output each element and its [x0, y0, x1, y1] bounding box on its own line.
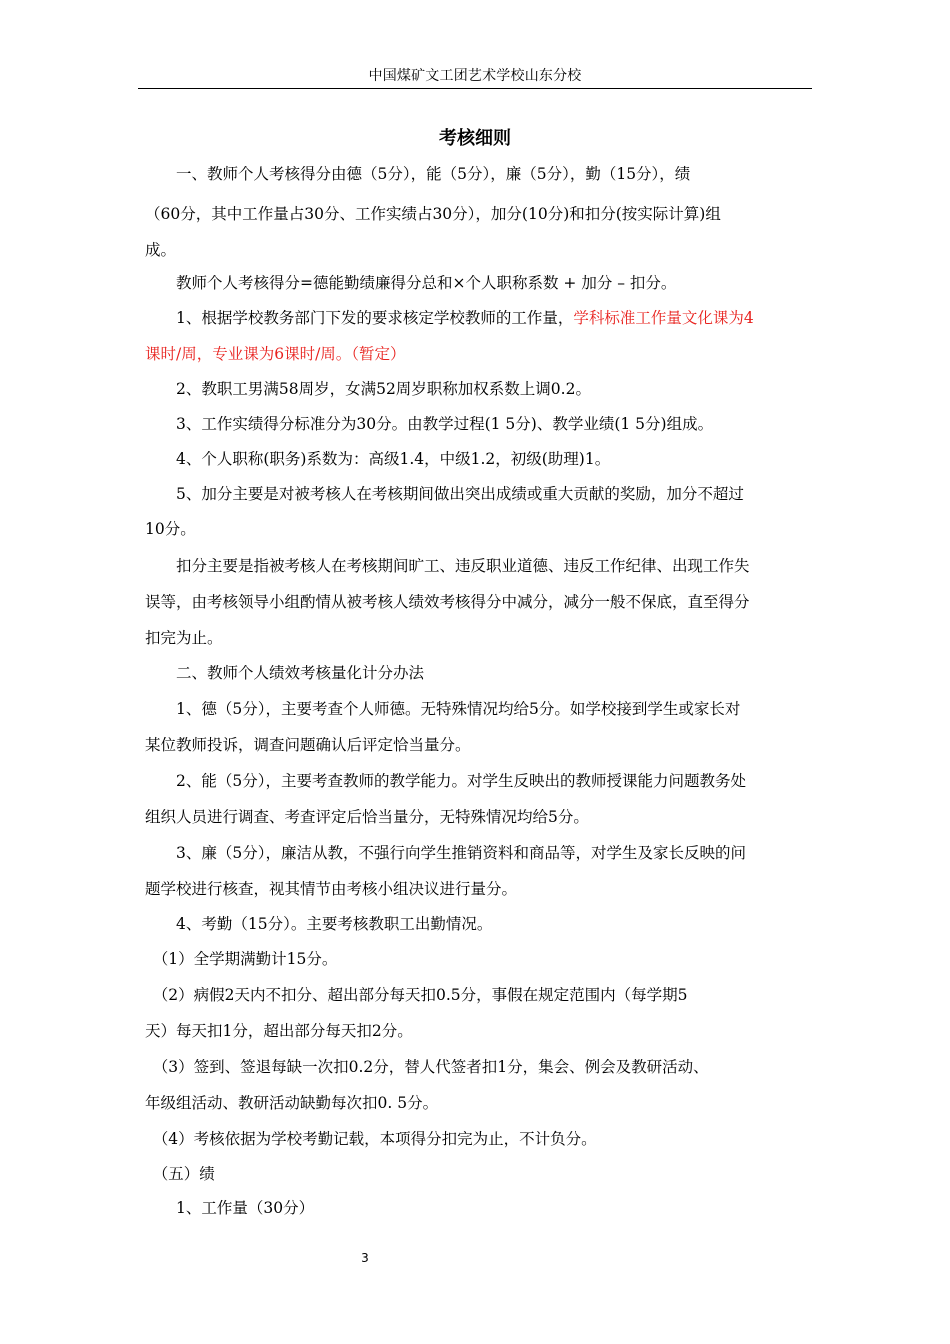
- page-header: 中国煤矿文工团艺术学校山东分校: [138, 66, 812, 89]
- body-line: 4、个人职称(职务)系数为：高级1.4，中级1.2，初级(助理)1。: [145, 450, 611, 468]
- body-line: 3、工作实绩得分标准分为30分。由教学过程(1 5分)、教学业绩(1 5分)组成。: [145, 415, 714, 433]
- highlighted-text: 学科标准工作量文化课为4: [573, 309, 754, 327]
- body-line: 1、根据学校教务部门下发的要求核定学校教师的工作量，学科标准工作量文化课为4: [145, 309, 754, 327]
- body-line: 组织人员进行调查、考查评定后恰当量分，无特殊情况均给5分。: [145, 808, 589, 826]
- body-line: （60分，其中工作量占30分、工作实绩占30分），加分(10分)和扣分(按实际计算)组: [145, 205, 721, 223]
- body-line: （4）考核依据为学校考勤记载，本项得分扣完为止，不计负分。: [145, 1130, 597, 1148]
- body-line: 4、考勤（15分）。主要考核教职工出勤情况。: [145, 915, 493, 933]
- body-line: 二、教师个人绩效考核量化计分办法: [145, 664, 425, 682]
- body-line: 1、德（5分），主要考查个人师德。无特殊情况均给5分。如学校接到学生或家长对: [145, 700, 741, 718]
- body-line: 成。: [145, 241, 177, 259]
- page-number: 3: [361, 1251, 369, 1265]
- body-line: 5、加分主要是对被考核人在考核期间做出突出成绩或重大贡献的奖励，加分不超过: [145, 485, 744, 503]
- body-line: 3、廉（5分），廉洁从教，不强行向学生推销资料和商品等，对学生及家长反映的问: [145, 844, 746, 862]
- body-line: 扣分主要是指被考核人在考核期间旷工、违反职业道德、违反工作纪律、出现工作失: [145, 557, 750, 575]
- body-line: 天）每天扣1分，超出部分每天扣2分。: [145, 1022, 413, 1040]
- body-line: 题学校进行核查，视其情节由考核小组决议进行量分。: [145, 880, 518, 898]
- body-line: （1）全学期满勤计15分。: [145, 950, 338, 968]
- body-line: （五）绩: [145, 1165, 215, 1183]
- body-line: 某位教师投诉，调查问题确认后评定恰当量分。: [145, 736, 471, 754]
- body-line: 1、工作量（30分）: [145, 1199, 315, 1217]
- body-line: 2、能（5分），主要考查教师的教学能力。对学生反映出的教师授课能力问题教务处: [145, 772, 746, 790]
- body-line: （2）病假2天内不扣分、超出部分每天扣0.5分，事假在规定范围内（每学期5: [145, 986, 688, 1004]
- body-line: 10分。: [145, 520, 196, 538]
- body-line: [145, 343, 815, 365]
- body-line: （3）签到、签退每缺一次扣0.2分，替人代签者扣1分，集会、例会及教研活动、: [145, 1058, 709, 1076]
- body-line: 年级组活动、教研活动缺勤每次扣0. 5分。: [145, 1094, 439, 1112]
- body-line: 扣完为止。: [145, 629, 223, 647]
- body-line: 教师个人考核得分=德能勤绩廉得分总和×个人职称系数 + 加分 – 扣分。: [145, 274, 677, 292]
- highlighted-text: 课时/周，专业课为6课时/周。（暂定）: [145, 345, 406, 363]
- body-line: 一、教师个人考核得分由德（5分），能（5分），廉（5分），勤（15分），绩: [145, 165, 691, 183]
- body-line: 误等，由考核领导小组酌情从被考核人绩效考核得分中减分，减分一般不保底，直至得分: [145, 593, 750, 611]
- body-line: 2、教职工男满58周岁，女满52周岁职称加权系数上调0.2。: [145, 380, 591, 398]
- document-title: 考核细则: [439, 128, 511, 149]
